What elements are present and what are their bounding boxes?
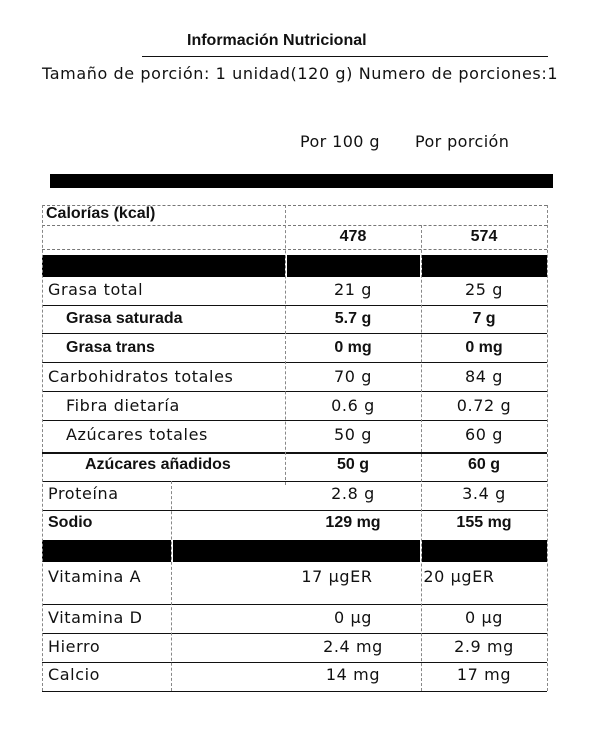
nutrient-protein-per-100g: 2.8 g — [331, 484, 375, 503]
title-underline — [142, 56, 548, 57]
nutrient-total-fat-per-100g: 21 g — [333, 280, 372, 299]
row-divider — [42, 249, 547, 250]
nutrient-trans-fat-per-serving: 0 mg — [465, 339, 503, 356]
vitamin-label-a: Vitamina A — [48, 567, 142, 586]
nutrient-label-trans-fat: Grasa trans — [66, 339, 155, 356]
nutrient-total-sugars-per-serving: 60 g — [464, 425, 503, 444]
row-divider — [42, 225, 547, 226]
label-title: Información Nutricional — [187, 32, 367, 49]
column-divider-label — [171, 481, 172, 691]
column-divider-right — [547, 205, 548, 691]
row-divider — [42, 420, 547, 421]
nutrient-label-saturated-fat: Grasa saturada — [66, 310, 183, 327]
nutrient-fiber-per-100g: 0.6 g — [331, 396, 375, 415]
nutrient-saturated-fat-per-serving: 7 g — [472, 310, 496, 327]
nutrient-trans-fat-per-100g: 0 mg — [334, 339, 372, 356]
row-divider — [42, 662, 547, 663]
iron-per-100g: 2.4 mg — [323, 637, 383, 656]
vitamin-a-per-serving: 20 µgER — [423, 567, 495, 586]
row-divider — [42, 604, 547, 605]
nutrient-label-added-sugars: Azúcares añadidos — [85, 456, 231, 473]
nutrient-fiber-per-serving: 0.72 g — [456, 396, 512, 415]
row-divider — [42, 362, 547, 363]
column-divider-100g — [285, 205, 286, 485]
row-divider — [42, 691, 547, 692]
calories-per-100g: 478 — [339, 228, 367, 245]
nutrient-carbohydrates-per-serving: 84 g — [464, 367, 503, 386]
calories-black-bar — [42, 255, 547, 277]
nutrient-protein-per-serving: 3.4 g — [462, 484, 506, 503]
iron-per-serving: 2.9 mg — [454, 637, 514, 656]
column-header-per-100g: Por 100 g — [300, 132, 380, 151]
column-divider-left — [42, 205, 43, 691]
row-divider — [42, 452, 547, 454]
vitamin-d-per-100g: 0 µg — [333, 608, 372, 627]
column-divider-serving — [421, 225, 422, 691]
calories-per-serving: 574 — [470, 228, 498, 245]
vitamin-d-per-serving: 0 µg — [464, 608, 503, 627]
calcium-per-100g: 14 mg — [325, 665, 381, 684]
vitamin-label-d: Vitamina D — [48, 608, 143, 627]
mineral-label-calcium: Calcio — [48, 665, 101, 684]
nutrient-sodium-per-100g: 129 mg — [325, 514, 381, 531]
calories-label: Calorías (kcal) — [46, 205, 156, 222]
nutrient-label-fiber: Fibra dietaría — [66, 396, 180, 415]
row-divider — [42, 391, 547, 392]
nutrient-label-sodium: Sodio — [48, 514, 93, 531]
nutrient-carbohydrates-per-100g: 70 g — [333, 367, 372, 386]
nutrient-sodium-per-serving: 155 mg — [456, 514, 512, 531]
top-black-bar — [50, 174, 553, 188]
nutrient-saturated-fat-per-100g: 5.7 g — [334, 310, 372, 327]
mineral-label-iron: Hierro — [48, 637, 101, 656]
vitamin-a-per-100g: 17 µgER — [301, 567, 373, 586]
nutrient-total-fat-per-serving: 25 g — [464, 280, 503, 299]
column-header-per-serving: Por porción — [415, 132, 510, 151]
nutrient-label-total-sugars: Azúcares totales — [66, 425, 208, 444]
nutrient-label-carbohydrates: Carbohidratos totales — [48, 367, 234, 386]
row-divider — [42, 510, 547, 511]
nutrient-added-sugars-per-serving: 60 g — [467, 456, 500, 473]
nutrient-label-total-fat: Grasa total — [48, 280, 144, 299]
nutrient-added-sugars-per-100g: 50 g — [336, 456, 369, 473]
row-divider — [42, 633, 547, 634]
calcium-per-serving: 17 mg — [456, 665, 512, 684]
row-divider — [42, 333, 547, 334]
nutrient-total-sugars-per-100g: 50 g — [333, 425, 372, 444]
serving-size-text: Tamaño de porción: 1 unidad(120 g) Numero de porciones:1 — [42, 64, 559, 83]
row-divider — [42, 305, 547, 306]
vitamins-black-bar — [42, 540, 547, 562]
row-divider — [42, 481, 547, 482]
nutrient-label-protein: Proteína — [48, 484, 119, 503]
